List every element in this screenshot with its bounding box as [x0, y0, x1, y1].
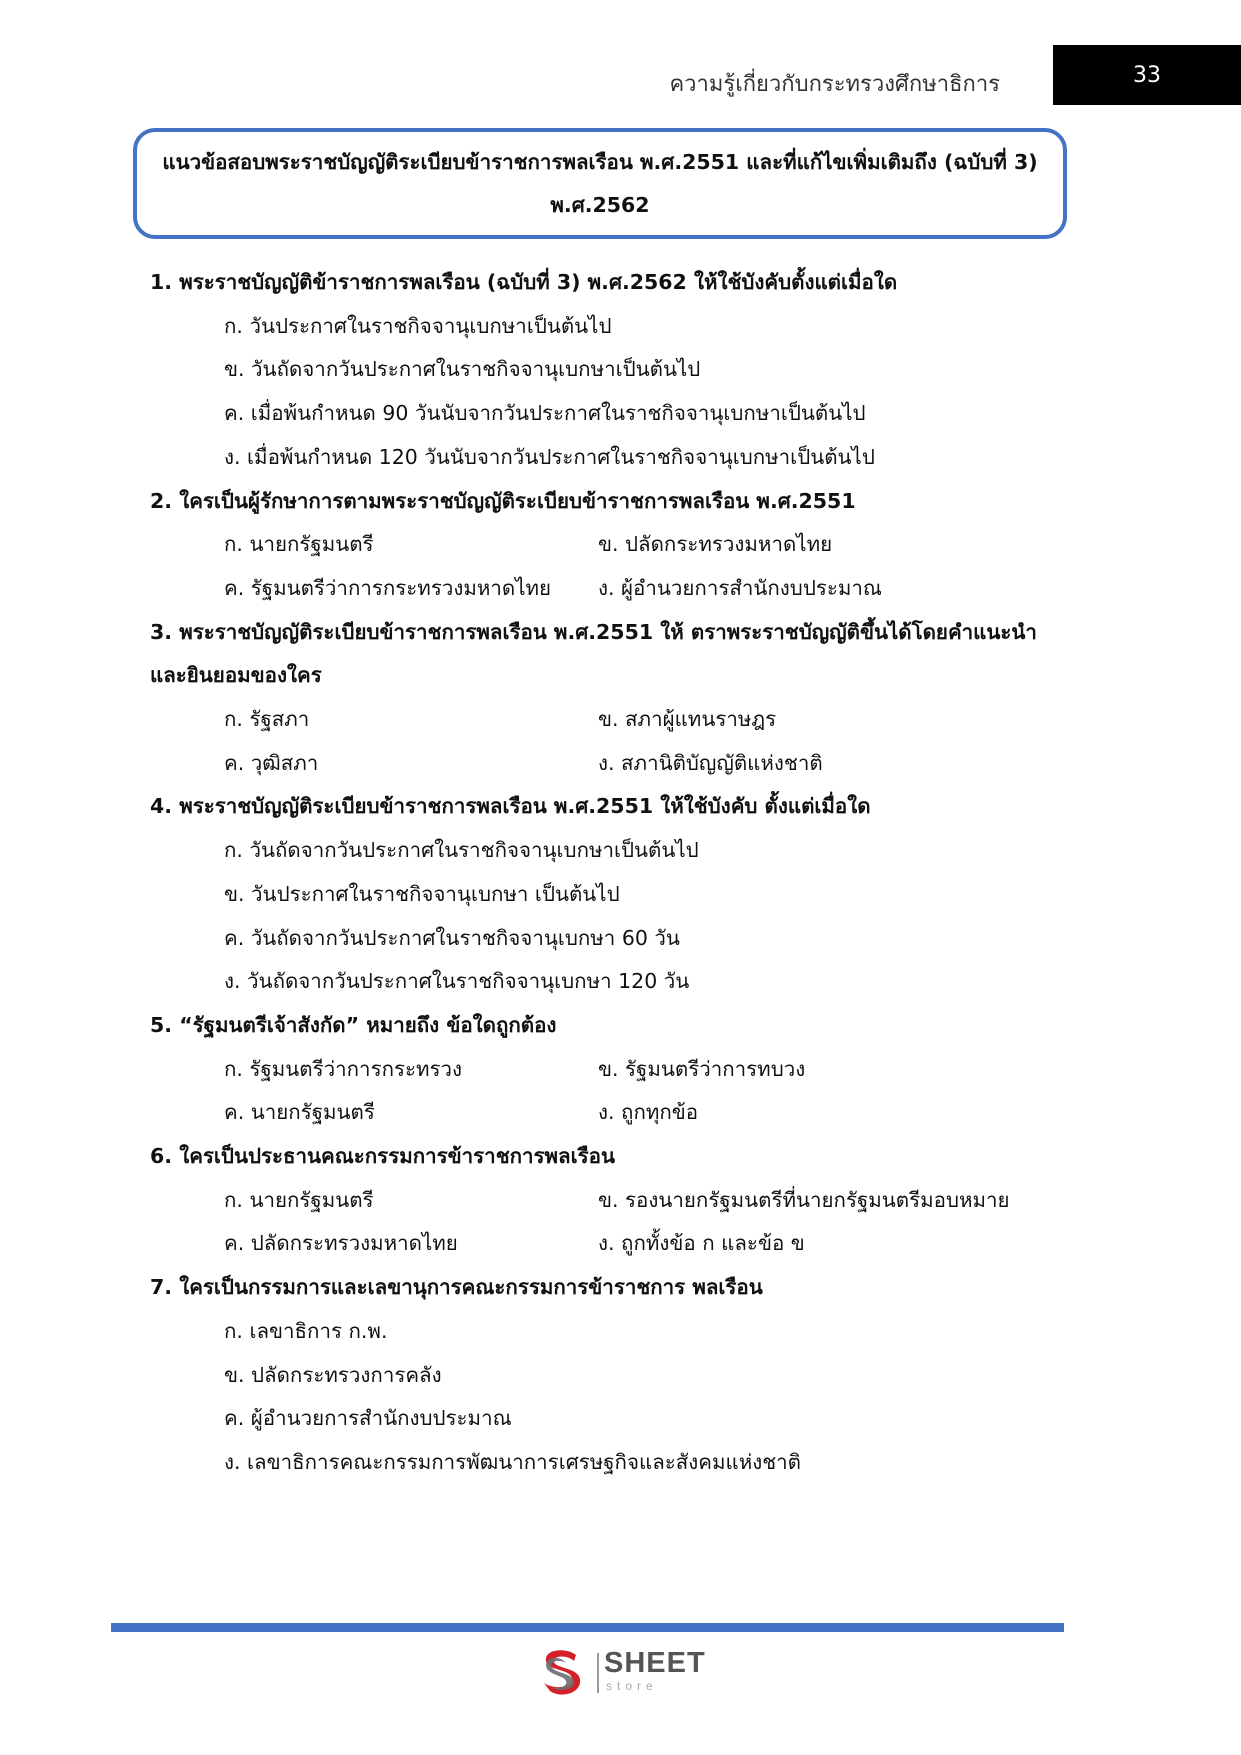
question-6-options-row-2 — [224, 1222, 1070, 1266]
question-6-option-d: ง. ถูกทั้งข้อ ก และข้อ ข — [598, 1231, 805, 1256]
logo-divider — [597, 1653, 599, 1693]
question-7-option-b: ข. ปลัดกระทรวงการคลัง — [224, 1362, 442, 1387]
question-5-option-b: ข. รัฐมนตรีว่าการทบวง — [598, 1056, 806, 1081]
question-6: 6. ใครเป็นประธานคณะกรรมการข้าราชการพลเรือน — [150, 1144, 615, 1169]
exam-title-line-2: พ.ศ.2562 — [550, 192, 650, 217]
question-5-options-row-1 — [224, 1048, 1070, 1092]
question-3-continued: และยินยอมของใคร — [150, 663, 322, 688]
question-2-option-c: ค. รัฐมนตรีว่าการกระทรวงมหาดไทย — [224, 575, 552, 600]
question-7-option-d: ง. เลขาธิการคณะกรรมการพัฒนาการเศรษฐกิจและสังคมแห่งชาติ — [224, 1449, 801, 1474]
question-2-option-d: ง. ผู้อำนวยการสำนักงบประมาณ — [598, 575, 882, 600]
question-2-options-row-1 — [224, 523, 1070, 567]
question-6-option-c: ค. ปลัดกระทรวงมหาดไทย — [224, 1231, 458, 1256]
sheet-store-logo — [536, 1645, 716, 1701]
question-3-option-d: ง. สภานิติบัญญัติแห่งชาติ — [598, 750, 823, 775]
question-2-options-row-2 — [224, 567, 1070, 611]
question-4-option-d: ง. วันถัดจากวันประกาศในราชกิจจานุเบกษา 120 วัน — [224, 969, 690, 994]
question-5-option-c: ค. นายกรัฐมนตรี — [224, 1100, 375, 1125]
question-1-option-a: ก. วันประกาศในราชกิจจานุเบกษาเป็นต้นไป — [224, 313, 612, 338]
question-1: 1. พระราชบัญญัติข้าราชการพลเรือน (ฉบับที่ 3) พ.ศ.2562 ให้ใช้บังคับตั้งแต่เมื่อใด — [150, 270, 898, 294]
question-4: 4. พระราชบัญญัติระเบียบข้าราชการพลเรือน พ.ศ.2551 ให้ใช้บังคับ ตั้งแต่เมื่อใด — [150, 794, 871, 819]
exam-title-line-1: แนวข้อสอบพระราชบัญญัติระเบียบข้าราชการพลเรือน พ.ศ.2551 และที่แก้ไขเพิ่มเติมถึง (ฉบับที่ 3) — [162, 149, 1038, 174]
question-5-option-a: ก. รัฐมนตรีว่าการกระทรวง — [224, 1056, 463, 1081]
question-3-option-c: ค. วุฒิสภา — [224, 750, 319, 775]
question-3-options-row-1 — [224, 698, 1070, 742]
question-4-option-b: ข. วันประกาศในราชกิจจานุเบกษา เป็นต้นไป — [224, 881, 620, 906]
question-3-option-b: ข. สภาผู้แทนราษฎร — [598, 707, 777, 732]
footer-divider — [111, 1623, 1064, 1632]
question-7: 7. ใครเป็นกรรมการและเลขานุการคณะกรรมการข้าราชการ พลเรือน — [150, 1275, 763, 1300]
question-3: 3. พระราชบัญญัติระเบียบข้าราชการพลเรือน พ.ศ.2551 ให้ ตราพระราชบัญญัติขึ้นได้โดยคำแนะนำ — [150, 619, 1037, 644]
question-7-option-a: ก. เลขาธิการ ก.พ. — [224, 1318, 388, 1343]
logo-wordmark: SHEET — [604, 1647, 706, 1679]
question-1-option-d: ง. เมื่อพ้นกำหนด 120 วันนับจากวันประกาศในราชกิจจานุเบกษาเป็นต้นไป — [224, 444, 875, 469]
question-6-options-row-1 — [224, 1179, 1070, 1223]
question-2: 2. ใครเป็นผู้รักษาการตามพระราชบัญญัติระเบียบข้าราชการพลเรือน พ.ศ.2551 — [150, 488, 856, 513]
question-4-option-a: ก. วันถัดจากวันประกาศในราชกิจจานุเบกษาเป็นต้นไป — [224, 838, 699, 863]
question-2-option-a: ก. นายกรัฐมนตรี — [224, 532, 374, 557]
sheet-store-s-logo-icon — [536, 1645, 588, 1697]
question-6-option-b: ข. รองนายกรัฐมนตรีที่นายกรัฐมนตรีมอบหมาย — [598, 1187, 1010, 1212]
question-2-option-b: ข. ปลัดกระทรวงมหาดไทย — [598, 532, 833, 557]
question-5: 5. “รัฐมนตรีเจ้าสังกัด” หมายถึง ข้อใดถูกต้อง — [150, 1012, 557, 1037]
logo-subtitle: store — [606, 1679, 658, 1693]
question-3-option-a: ก. รัฐสภา — [224, 707, 310, 732]
question-1-option-b: ข. วันถัดจากวันประกาศในราชกิจจานุเบกษาเป็นต้นไป — [224, 357, 701, 382]
question-3-options-row-2 — [224, 742, 1070, 786]
exam-title-box — [133, 128, 1067, 239]
section-title: ความรู้เกี่ยวกับกระทรวงศึกษาธิการ — [669, 72, 1000, 97]
question-5-options-row-2 — [224, 1091, 1070, 1135]
page-number: 33 — [1053, 45, 1241, 105]
question-6-option-a: ก. นายกรัฐมนตรี — [224, 1187, 374, 1212]
question-1-option-c: ค. เมื่อพ้นกำหนด 90 วันนับจากวันประกาศในราชกิจจานุเบกษาเป็นต้นไป — [224, 401, 866, 426]
question-7-option-c: ค. ผู้อำนวยการสำนักงบประมาณ — [224, 1406, 512, 1431]
question-5-option-d: ง. ถูกทุกข้อ — [598, 1100, 699, 1125]
question-list — [150, 261, 1070, 1485]
question-4-option-c: ค. วันถัดจากวันประกาศในราชกิจจานุเบกษา 60 วัน — [224, 925, 680, 950]
